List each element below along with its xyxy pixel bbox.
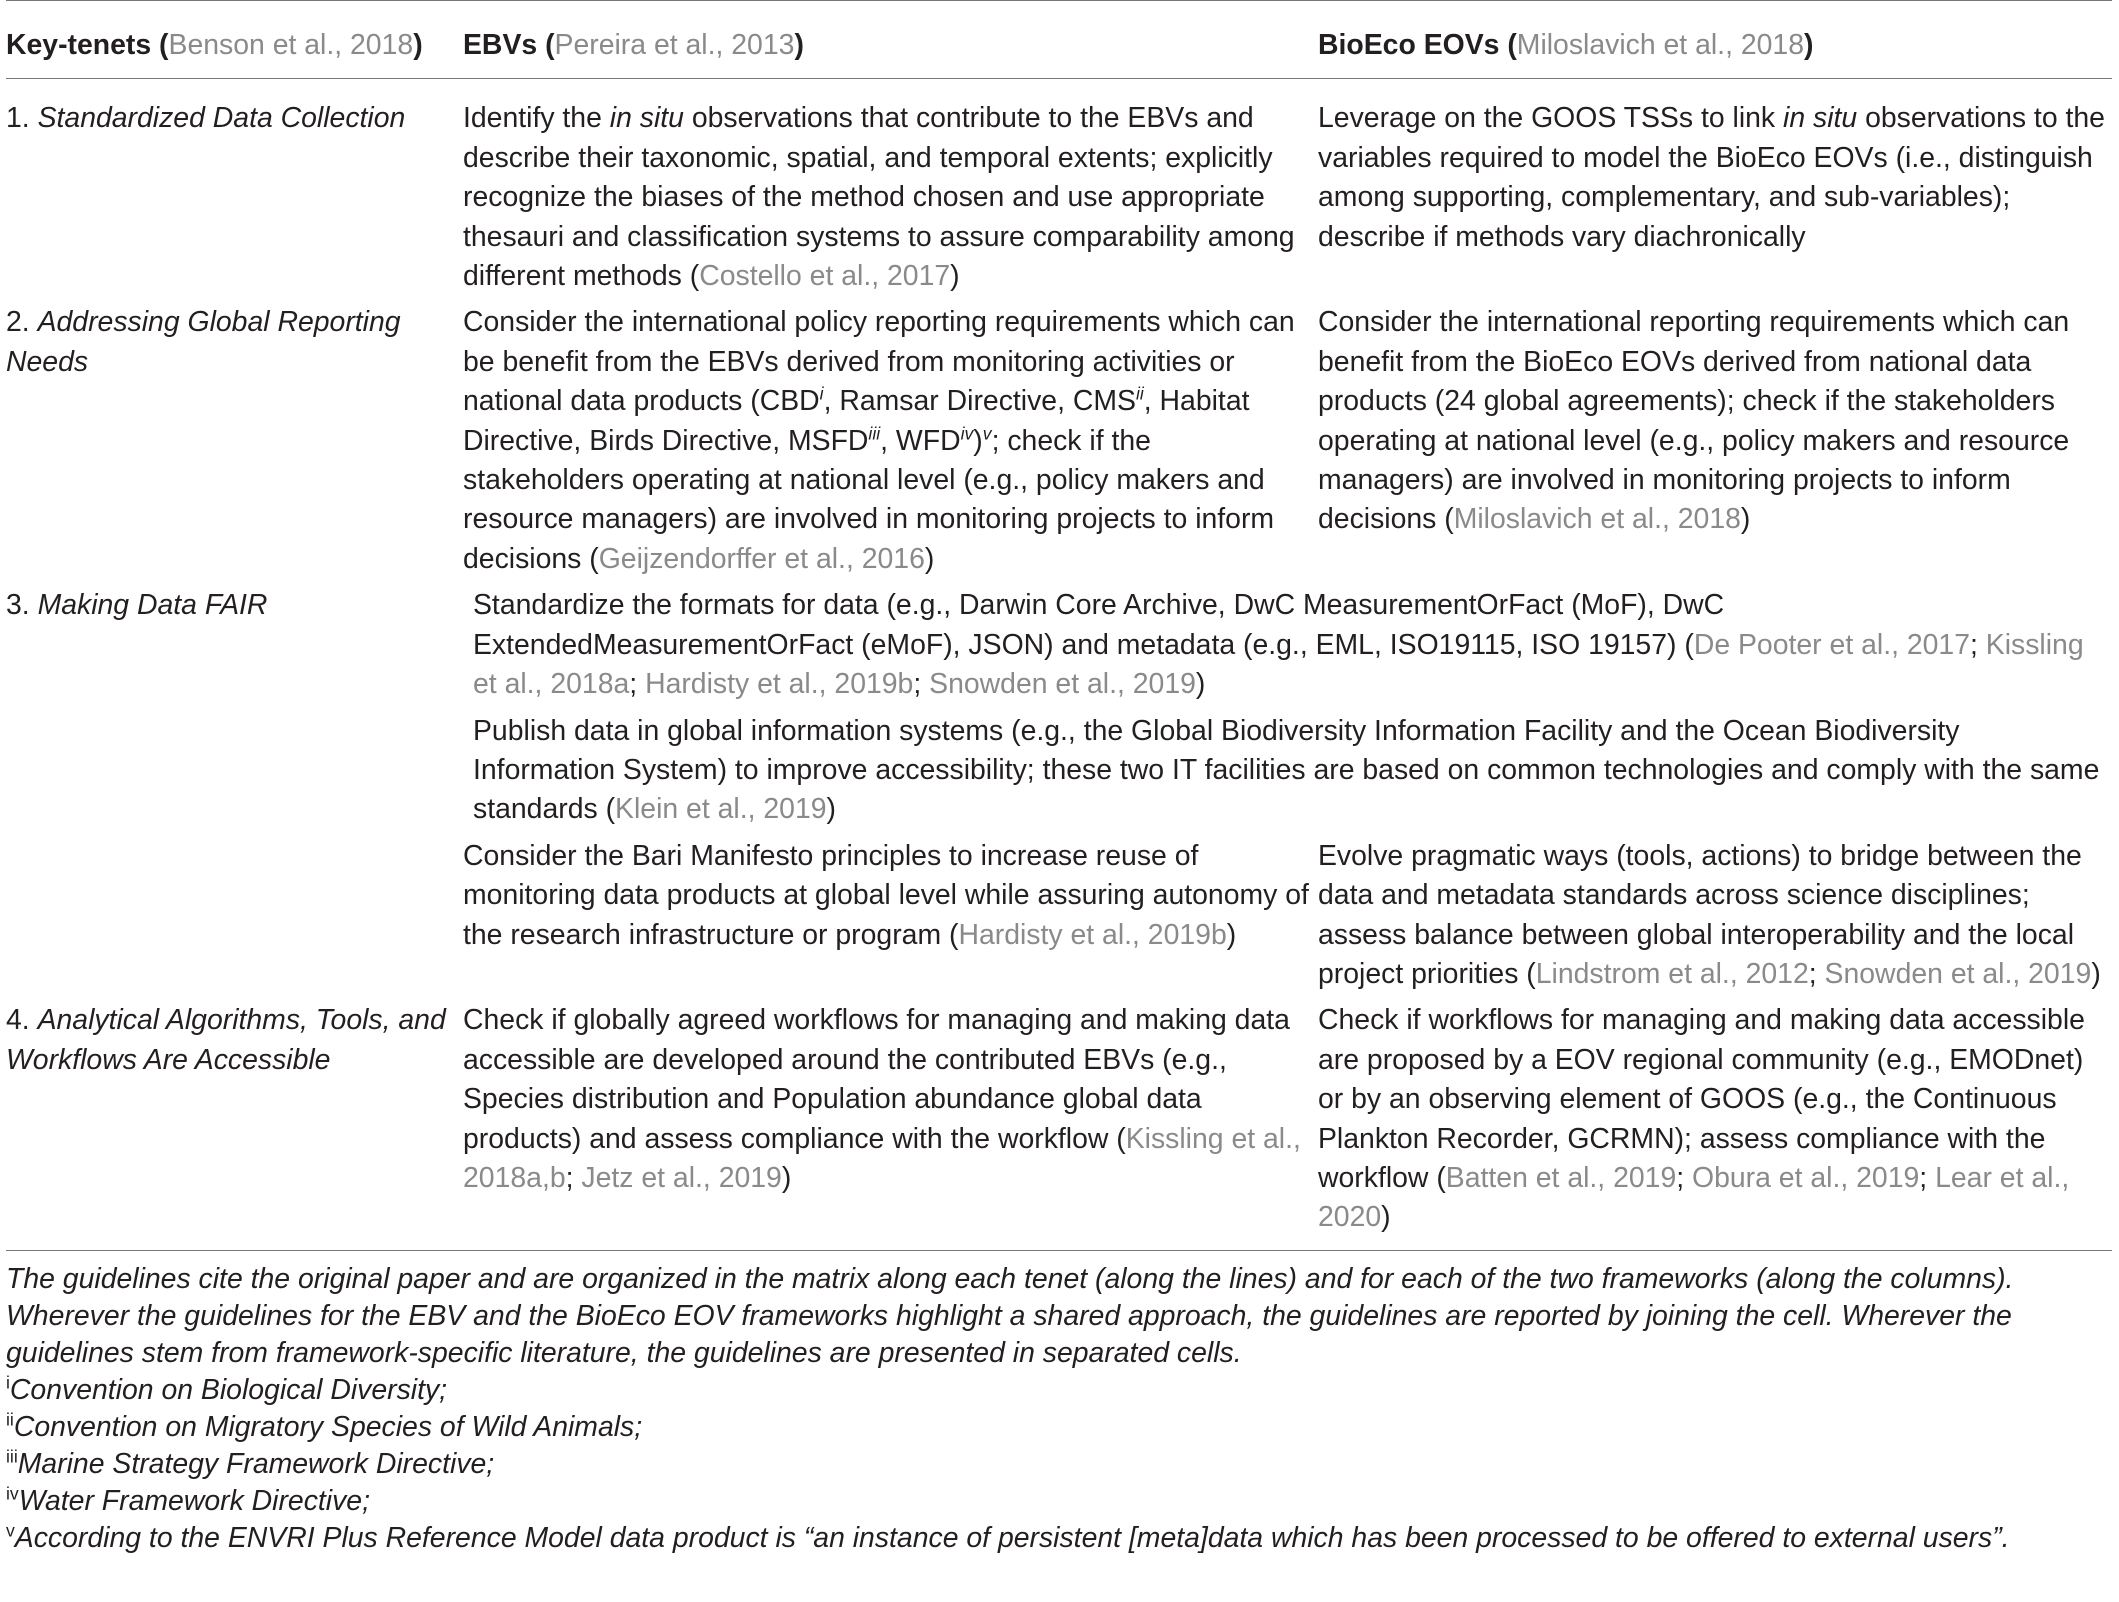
table-row — [6, 994, 2112, 1250]
citation-link[interactable]: Kissling et al., 2018a,b — [463, 1122, 1301, 1194]
header-key-tenets-ref[interactable]: Benson et al., 2018 — [168, 29, 414, 61]
tenet-cell-empty — [6, 830, 463, 995]
table-note-main: The guidelines cite the original paper and are organized in the matrix along each tenet (along the lines) and for each of the two frameworks (along the columns). Wherever the guidelines for the EBV and the BioEco EOV frameworks highlight a shared approach, the guidelines are reported by joining the cell. Wherever the guidelines stem from framework-specific literature, the guidelines are presented in separated cells. — [6, 1262, 2014, 1369]
eov-cell: Consider the international reporting requirements which can benefit from the BioEco EOVs derived from national data products (24 global agreements); check if the stakeholders operating at national level (e.g., policy makers and resource managers) are involved in monitoring projects to inform decisions (Miloslavich et al., 2018) — [1318, 306, 2070, 536]
table-row — [6, 705, 2112, 830]
table-row — [6, 830, 2112, 995]
eov-cell: Leverage on the GOOS TSSs to link in situ observations to the variables required to model the BioEco EOVs (i.e., distinguish among supporting, complementary, and sub-variables); describe if methods vary diachronically — [1318, 102, 2105, 253]
ebv-cell: Consider the Bari Manifesto principles to increase reuse of monitoring data products at global level while assuring autonomy of the research infrastructure or program (Hardisty et al., 2019b) — [463, 839, 1309, 951]
citation-link[interactable]: Snowden et al., 2019 — [1824, 957, 2092, 990]
citation-link[interactable]: Geijzendorffer et al., 2016 — [598, 542, 925, 575]
tenet-cell: 2. Addressing Global Reporting Needs — [6, 306, 401, 378]
citation-link[interactable]: Costello et al., 2017 — [699, 260, 951, 293]
citation-link[interactable]: Miloslavich et al., 2018 — [1453, 503, 1741, 536]
ebv-cell: Identify the in situ observations that contribute to the EBVs and describe their taxonomic, spatial, and temporal extents; explicitly recognize the biases of the method chosen and use appropriate thesauri and classification systems to assure comparability among different methods (Costello et al., 2017) — [463, 102, 1295, 293]
citation-link[interactable]: Klein et al., 2019 — [615, 793, 827, 826]
joint-cell-formats: Standardize the formats for data (e.g., Darwin Core Archive, DwC MeasurementOrFact (MoF), DwC ExtendedMeasurementOrFact (eMoF), JSON) and metadata (e.g., EML, ISO19115, ISO 19157) (De Pooter et al., 2017; Kissling et al., 2018a; Hardisty et al., 2019b; Snowden et al., 2019) — [473, 589, 2084, 701]
citation-link[interactable]: De Pooter et al., 2017 — [1693, 628, 1971, 661]
header-ebvs: EBVs (Pereira et al., 2013) — [463, 1, 1318, 79]
tenet-cell-empty — [6, 705, 463, 830]
footnote-ii: $^{ii}$Convention on Migratory Species of Wild Animals; — [6, 1409, 643, 1443]
table-notes — [6, 1251, 2112, 1557]
footnote-i: $^i$Convention on Biological Diversity; — [6, 1372, 448, 1406]
citation-link[interactable]: Lindstrom et al., 2012 — [1535, 957, 1809, 990]
footnote-iii: $^{iii}$Marine Strategy Framework Directive; — [6, 1446, 495, 1480]
guidelines-table — [6, 0, 2112, 1251]
citation-link[interactable]: Snowden et al., 2019 — [929, 668, 1196, 701]
citation-link[interactable]: Obura et al., 2019 — [1692, 1161, 1920, 1194]
eov-cell: Check if workflows for managing and making data accessible are proposed by a EOV regional community (e.g., EMODnet) or by an observing element of GOOS (e.g., the Continuous Plankton Recorder, GCRMN); assess compliance with the workflow (Batten et al., 2019; Obura et al., 2019; Lear et al., 2020) — [1318, 994, 2112, 1250]
footnote-v: $^v$According to the ENVRI Plus Reference Model data product is “an instance of persistent [meta]data which has been processed to be offered to external users”. — [6, 1520, 2010, 1554]
header-key-tenets: Key-tenets (Benson et al., 2018) — [6, 1, 463, 79]
ebv-cell: Consider the international policy reporting requirements which can be benefit from the EBVs derived from monitoring activities or national data products (CBD$^i$, Ramsar Directive, CMS$^{ii}$, Habitat Directive, Birds Directive, MSFD$^{iii}$, WFD$^{iv}$)$^v$; check if the stakeholders operating at national level (e.g., policy makers and resource managers) are involved in monitoring projects to inform decisions (Geijzendorffer et al., 2016) — [463, 306, 1295, 575]
header-bioeco-eovs-ref[interactable]: Miloslavich et al., 2018 — [1516, 29, 1805, 61]
citation-link[interactable]: Hardisty et al., 2019b — [958, 918, 1227, 951]
citation-link[interactable]: Lear et al., 2020 — [1318, 1161, 2070, 1234]
eov-cell: Evolve pragmatic ways (tools, actions) to bridge between the data and metadata standards across science disciplines; assess balance between global interoperability and the local project priorities (Lindstrom et al., 2012; Snowden et al., 2019) — [1318, 839, 2101, 990]
ebv-cell: Check if globally agreed workflows for managing and making data accessible are developed around the contributed EBVs (e.g., Species distribution and Population abundance global data products) and assess compliance with the workflow (Kissling et al., 2018a,b; Jetz et al., 2019) — [463, 994, 1318, 1250]
header-bioeco-eovs: BioEco EOVs (Miloslavich et al., 2018) — [1318, 1, 2112, 79]
tenet-cell: 1. Standardized Data Collection — [6, 102, 406, 135]
footnote-iv: $^{iv}$Water Framework Directive; — [6, 1483, 370, 1517]
citation-link[interactable]: Hardisty et al., 2019b — [645, 668, 914, 701]
tenet-cell: 4. Analytical Algorithms, Tools, and Workflows Are Accessible — [6, 994, 463, 1250]
joint-cell-publish: Publish data in global information systems (e.g., the Global Biodiversity Information Facility and the Ocean Biodiversity Information System) to improve accessibility; these two IT facilities are based on common technologies and comply with the same standards (Klein et al., 2019) — [473, 714, 2100, 826]
table-row — [6, 579, 2112, 704]
table-row — [6, 79, 2112, 297]
header-ebvs-ref[interactable]: Pereira et al., 2013 — [554, 29, 795, 61]
citation-link[interactable]: Jetz et al., 2019 — [581, 1161, 782, 1194]
citation-link[interactable]: Kissling et al., 2018a — [473, 628, 2084, 701]
table-container — [6, 0, 2112, 1557]
tenet-cell: 3. Making Data FAIR — [6, 589, 268, 622]
citation-link[interactable]: Batten et al., 2019 — [1445, 1161, 1677, 1194]
table-row — [6, 296, 2112, 579]
header-row — [6, 1, 2112, 79]
